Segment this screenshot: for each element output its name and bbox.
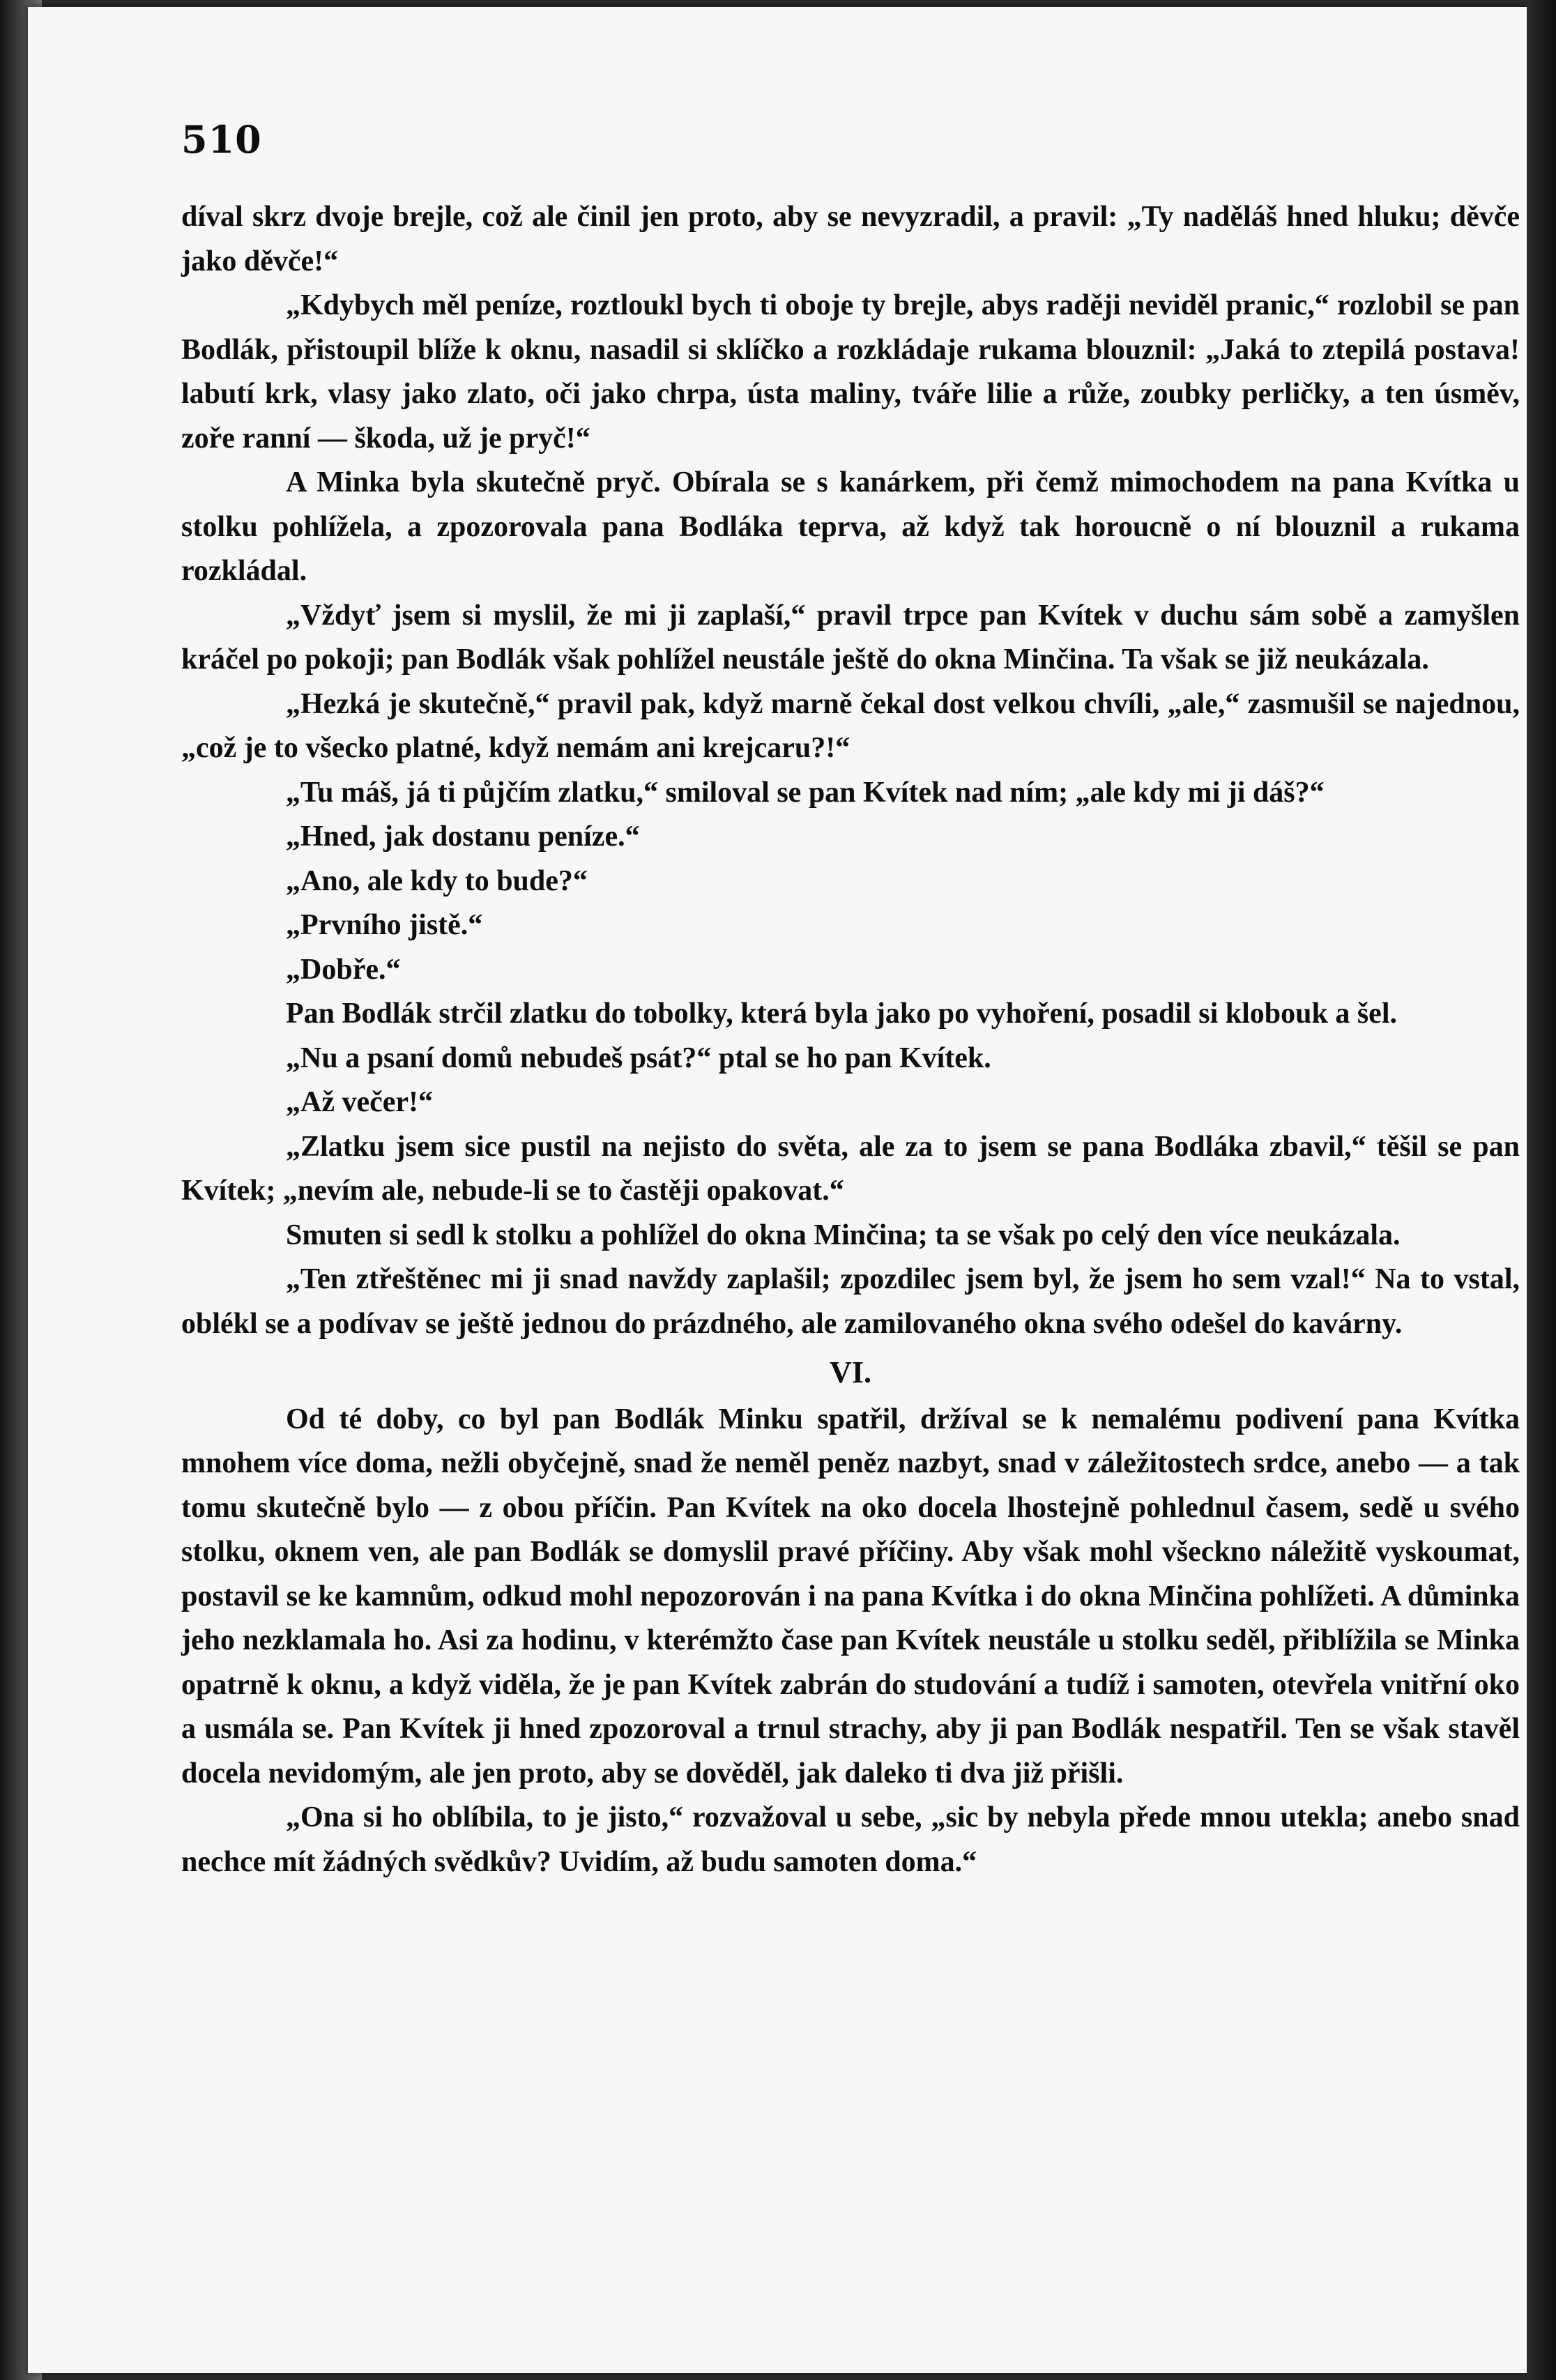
paragraph: díval skrz dvoje brejle, což ale činil jen proto, aby se nevyzradil, a pravil: „Ty naděláš hned hluku; děvče jako děvče!“: [181, 201, 1520, 277]
paragraph: „Tu máš, já ti půjčím zlatku,“ smiloval se pan Kvítek nad ním; „ale kdy mi ji dáš?“: [286, 776, 1325, 809]
paragraph: „Až večer!“: [286, 1086, 434, 1118]
section-heading: VI.: [830, 1355, 871, 1389]
paragraph: A Minka byla skutečně pryč. Obírala se s kanárkem, při čemž mimochodem na pana Kvítka u stolku pohlížela, a zpozorovala pana Bodláka teprva, až když tak horoucně o ní blouznil a rukama rozkládal.: [181, 466, 1520, 587]
paragraph: „Prvního jistě.“: [286, 909, 483, 941]
page-number: 510: [181, 117, 262, 162]
page-text: [181, 195, 1520, 1884]
scan-right-edge: [1527, 0, 1556, 2380]
paragraph: „Ona si ho oblíbila, to je jisto,“ rozvažoval u sebe, „sic by nebyla přede mnou utekla; anebo snad nechce mít žádných svědkův? Uvidím, až budu samoten doma.“: [181, 1801, 1520, 1878]
paragraph: Smuten si sedl k stolku a pohlížel do okna Minčina; ta se však po celý den více neukázala.: [286, 1219, 1401, 1251]
paragraph: „Zlatku jsem sice pustil na nejisto do světa, ale za to jsem se pana Bodláka zbavil,“ těšil se pan Kvítek; „nevím ale, nebude-li se to častěji opakovat.“: [181, 1130, 1520, 1207]
paragraph: „Dobře.“: [286, 953, 401, 986]
paragraph: „Ten ztřeštěnec mi ji snad navždy zaplašil; zpozdilec jsem byl, že jsem ho sem vzal!“ Na to vstal, oblékl se a podívav se ještě jednou do prázdného, ale zamilovaného okna svého odešel do kavárny.: [181, 1263, 1520, 1340]
paragraph: Pan Bodlák strčil zlatku do tobolky, která byla jako po vyhoření, posadil si klobouk a šel.: [286, 998, 1397, 1030]
paragraph: „Nu a psaní domů nebudeš psát?“ ptal se ho pan Kvítek.: [286, 1042, 991, 1074]
paragraph: „Kdybych měl peníze, roztloukl bych ti oboje ty brejle, abys raději neviděl pranic,“ rozlobil se pan Bodlák, přistoupil blíže k oknu, nasadil si sklíčko a rozkládaje rukama blouznil: „Jaká to ztepilá postava! labutí krk, vlasy jako zlato, oči jako chrpa, ústa maliny, tváře lilie a růže, zoubky perličky, a ten úsměv, zoře ranní — škoda, už je pryč!“: [181, 289, 1520, 455]
paragraph: Od té doby, co byl pan Bodlák Minku spatřil, držíval se k nemalému podivení pana Kvítka mnohem více doma, nežli obyčejně, snad že neměl peněz nazbyt, snad v záležitostech srdce, anebo — a tak tomu skutečně bylo — z obou příčin. Pan Kvítek na oko docela lhostejně pohlednul časem, sedě u svého stolku, oknem ven, ale pan Bodlák se domyslil pravé příčiny. Aby však mohl všeckno náležitě vyskoumat, postavil se ke kamnům, odkud mohl nepozorován i na pana Kvítka i do okna Minčina pohlížeti. A důminka jeho nezklamala ho. Asi za hodinu, v kterémžto čase pan Kvítek neustále u stolku seděl, přiblížila se Minka opatrně k oknu, a když viděla, že je pan Kvítek zabrán do studování a tudíž i samoten, otevřela vnitřní oko a usmála se. Pan Kvítek ji hned zpozoroval a trnul strachy, aby ji pan Bodlák nespatřil. Ten se však stavěl docela nevidomým, ale jen proto, aby se dověděl, jak daleko ti dva již přišli.: [181, 1403, 1520, 1790]
paragraph: „Ano, ale kdy to bude?“: [286, 864, 588, 897]
paragraph: „Hned, jak dostanu peníze.“: [286, 821, 640, 853]
paragraph: „Vždyť jsem si myslil, že mi ji zaplaší,“ pravil trpce pan Kvítek v duchu sám sobě a zamyšlen kráčel po pokoji; pan Bodlák však pohlížel neustále ještě do okna Minčina. Ta však se již neukázala.: [181, 599, 1520, 676]
paragraph: „Hezká je skutečně,“ pravil pak, když marně čekal dost velkou chvíli, „ale,“ zasmušil se najednou, „což je to všecko platné, když nemám ani krejcaru?!“: [181, 687, 1520, 764]
book-page: [28, 7, 1527, 2373]
